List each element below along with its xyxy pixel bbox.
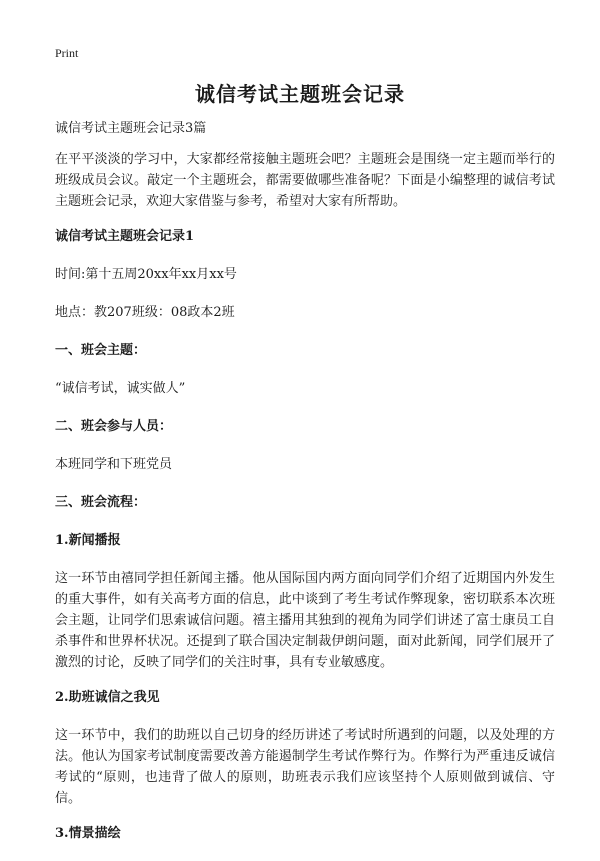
- time-line: 时间:第十五周20xx年xx月xx号: [55, 267, 237, 282]
- step-integrity-heading: 2.助班诚信之我见: [55, 690, 160, 705]
- section-theme-heading: 一、班会主题：: [55, 343, 147, 358]
- section-participants-heading: 二、班会参与人员：: [55, 419, 173, 434]
- record-heading: 诚信考试主题班会记录1: [55, 229, 195, 244]
- location-line: 地点：教207班级：08政本2班: [55, 305, 235, 320]
- print-label: Print: [55, 46, 79, 60]
- section-process-heading: 三、班会流程：: [55, 495, 147, 510]
- step-news-heading: 1.新闻播报: [55, 533, 121, 548]
- participants-text: 本班同学和下班党员: [55, 457, 173, 472]
- step-integrity-text: 这一环节中，我们的助班以自己切身的经历讲述了考试时所遇到的问题，以及处理的方法。他认为国家考试制度需要改善方能遏制学生考试作弊行为。作弊行为严重违反诚信考试的“原则，也违背了做人的原则，助班表示我们应该坚持个人原则做到诚信、守信。: [55, 728, 555, 806]
- document-body: [55, 118, 555, 861]
- document-subtitle: 诚信考试主题班会记录3篇: [55, 121, 207, 136]
- step-news-text: 这一环节由禧同学担任新闻主播。他从国际国内两方面向同学们介绍了近期国内外发生的重大事件，如有关高考方面的信息，此中谈到了考生考试作弊现象，密切联系本次班会主题，让同学们思索诚信问题。禧主播用其独到的视角为同学们讲述了富士康员工自杀事件和世界杯状况。还提到了联合国决定制裁伊朗问题，面对此新闻，同学们展开了激烈的讨论，反映了同学们的关注时事，具有专业敏感度。: [55, 571, 555, 670]
- page-title: 诚信考试主题班会记录: [195, 82, 405, 106]
- intro-paragraph: 在平平淡淡的学习中，大家都经常接触主题班会吧？主题班会是围绕一定主题而举行的班级成员会议。敲定一个主题班会，都需要做哪些准备呢？下面是小编整理的诚信考试主题班会记录，欢迎大家借鉴与参考，希望对大家有所帮助。: [55, 152, 555, 209]
- step-scene-heading: 3.情景描绘: [55, 826, 121, 841]
- theme-text: “诚信考试，诚实做人”: [55, 381, 186, 396]
